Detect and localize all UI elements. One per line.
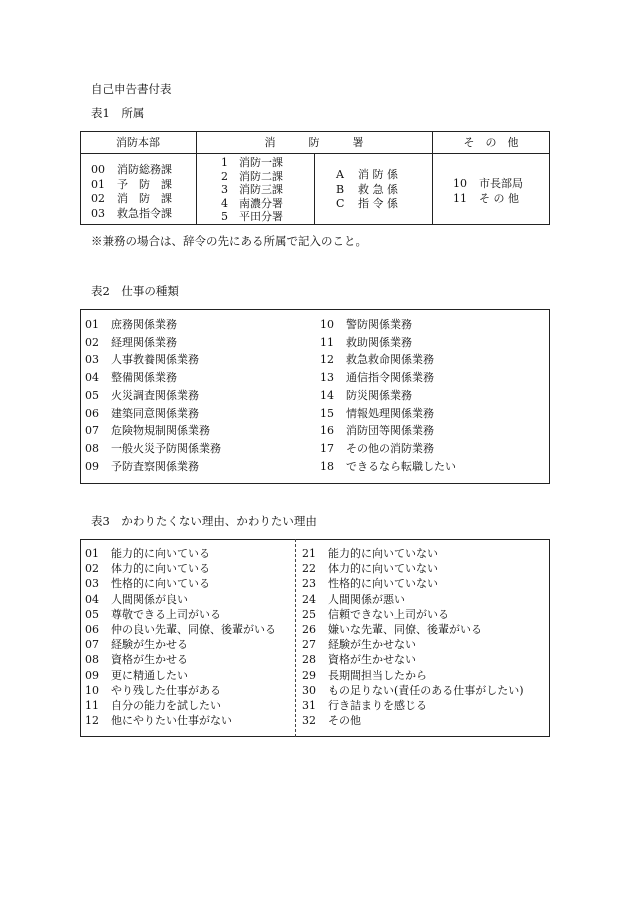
reason-item-label: 人間関係が良い <box>111 592 188 606</box>
shobosho-item-label: 消防三課 <box>239 183 283 196</box>
reason-item <box>85 700 221 711</box>
job-type-item-number: 02 <box>85 335 99 349</box>
reason-item-number: 06 <box>85 623 99 636</box>
job-type-item-number: 12 <box>320 353 334 367</box>
job-type-item-label: 火災調査関係業務 <box>111 388 199 402</box>
honbu-item <box>91 193 172 204</box>
honbu-item-label: 予 防 課 <box>117 177 172 191</box>
shobosho-item-label: 消防二課 <box>239 169 283 183</box>
table2-title: 表2 仕事の種類 <box>91 284 179 298</box>
reason-item <box>85 594 188 605</box>
reason-item-label: 長期間担当したから <box>328 668 427 682</box>
reason-item <box>85 563 210 574</box>
reason-item <box>85 654 188 665</box>
reason-item <box>302 715 361 726</box>
reason-item-number: 30 <box>302 683 316 697</box>
reason-item-number: 22 <box>302 562 316 576</box>
job-type-item-number: 09 <box>85 459 99 473</box>
shobosho-item-number: 2 <box>221 169 228 183</box>
reason-item-number: 31 <box>302 699 316 712</box>
job-type-item-label: その他の消防業務 <box>346 441 434 455</box>
kakari-item-label: 救 急 係 <box>358 182 398 196</box>
job-type-item-number: 04 <box>85 371 99 385</box>
table1-header-shobosho: 消 防 署 <box>264 136 364 149</box>
job-type-item-label: 警防関係業務 <box>346 318 412 331</box>
reason-item-label: 性格的に向いている <box>111 577 210 591</box>
job-type-item <box>85 319 177 330</box>
reason-item <box>302 563 438 574</box>
job-type-item-number: 08 <box>85 441 99 455</box>
reason-item <box>85 670 188 681</box>
job-type-item <box>320 461 456 472</box>
reason-item <box>302 578 438 589</box>
reason-item-label: 更に精通したい <box>111 668 188 682</box>
reason-item <box>302 700 427 711</box>
shobosho-item <box>221 171 283 182</box>
job-type-item-number: 01 <box>85 318 99 331</box>
job-type-item-label: 経理関係業務 <box>111 335 177 349</box>
job-type-item-label: 庶務関係業務 <box>111 318 177 331</box>
job-type-item-label: 情報処理関係業務 <box>346 406 434 420</box>
job-type-item-number: 14 <box>320 388 334 402</box>
job-type-item <box>85 425 210 436</box>
honbu-item-label: 救急指令課 <box>117 206 172 220</box>
reason-item-number: 04 <box>85 592 99 606</box>
honbu-item-number: 03 <box>91 206 105 220</box>
job-type-item-label: 救助関係業務 <box>346 335 412 349</box>
reason-item-number: 23 <box>302 577 316 591</box>
kakari-item-label: 消 防 係 <box>358 168 398 181</box>
reason-item-label: 尊敬できる上司がいる <box>111 607 221 621</box>
job-type-item <box>85 372 177 383</box>
honbu-item-number: 00 <box>91 163 105 176</box>
reason-item-label: 他にやりたい仕事がない <box>111 714 232 728</box>
table1-note: ※兼務の場合は、辞令の先にある所属で記入のこと。 <box>91 234 367 248</box>
reason-item <box>85 578 210 589</box>
job-type-item-label: 防災関係業務 <box>346 388 412 402</box>
reason-item-label: 体力的に向いている <box>111 562 210 576</box>
reason-item-number: 24 <box>302 592 316 606</box>
reason-item-number: 11 <box>85 699 99 712</box>
kakari-item <box>336 198 398 209</box>
honbu-item <box>91 208 172 219</box>
job-type-item <box>320 425 434 436</box>
table3-title: 表3 かわりたくない理由、かわりたい理由 <box>91 514 317 528</box>
job-type-item-number: 13 <box>320 371 334 385</box>
job-type-item-label: 人事教養関係業務 <box>111 353 199 367</box>
job-type-item-number: 15 <box>320 406 334 420</box>
job-type-item-number: 17 <box>320 441 334 455</box>
job-type-item-label: 整備関係業務 <box>111 371 177 385</box>
reason-item-number: 12 <box>85 714 99 728</box>
reason-item <box>302 670 427 681</box>
reason-item-label: 能力的に向いていない <box>328 547 438 560</box>
reason-item <box>85 685 221 696</box>
reason-item <box>85 548 210 559</box>
reason-item-number: 01 <box>85 547 99 560</box>
reason-item-label: 信頼できない上司がいる <box>328 607 449 621</box>
shobosho-item <box>221 198 283 209</box>
reason-item <box>302 548 438 559</box>
job-type-item <box>85 337 177 348</box>
reason-item <box>302 594 405 605</box>
reason-item-label: 性格的に向いていない <box>328 577 438 591</box>
reason-item-label: もの足りない(責任のある仕事がしたい) <box>328 683 524 697</box>
shobosho-item-number: 1 <box>221 156 228 169</box>
shobosho-item-number: 4 <box>221 196 228 210</box>
reason-item <box>302 685 524 696</box>
reason-item-number: 10 <box>85 683 99 697</box>
job-type-item-label: 一般火災予防関係業務 <box>111 441 221 455</box>
kakari-item-label: 指 令 係 <box>358 197 398 210</box>
reason-item-label: 自分の能力を試したい <box>111 699 221 712</box>
job-type-item <box>85 461 199 472</box>
honbu-item-label: 消 防 課 <box>117 192 172 205</box>
reason-item-number: 07 <box>85 638 99 652</box>
job-type-item <box>85 354 199 365</box>
reason-item-label: 行き詰まりを感じる <box>328 699 427 712</box>
other-item <box>453 178 523 189</box>
reason-item-label: 仲の良い先輩、同僚、後輩がいる <box>111 623 276 636</box>
reason-item <box>85 715 232 726</box>
reason-item-label: 能力的に向いている <box>111 547 210 560</box>
job-type-item-number: 16 <box>320 424 334 438</box>
job-type-item-label: 通信指令関係業務 <box>346 371 434 385</box>
reason-item-number: 03 <box>85 577 99 591</box>
job-type-item <box>320 408 434 419</box>
kakari-item-number: A <box>336 168 344 181</box>
table1-title: 表1 所属 <box>91 106 145 120</box>
reason-item-number: 26 <box>302 623 316 636</box>
kakari-item <box>336 169 398 180</box>
job-type-item <box>85 390 199 401</box>
reason-item-number: 29 <box>302 668 316 682</box>
reason-item <box>302 609 449 620</box>
job-type-item <box>320 319 412 330</box>
reason-item <box>302 624 482 635</box>
table1-header-other: そ の 他 <box>463 136 519 149</box>
honbu-item <box>91 179 172 190</box>
reason-item-label: 嫌いな先輩、同僚、後輩がいる <box>328 623 482 636</box>
reason-item <box>302 639 416 650</box>
job-type-item <box>320 354 434 365</box>
kakari-item <box>336 184 398 195</box>
job-type-item-label: 消防団等関係業務 <box>346 424 434 438</box>
reason-item <box>85 609 221 620</box>
document-title: 自己申告書付表 <box>91 82 172 96</box>
other-item-label: そ の 他 <box>479 191 519 205</box>
other-item-label: 市長部局 <box>479 177 523 190</box>
reason-item <box>85 639 188 650</box>
reason-item-number: 09 <box>85 668 99 682</box>
reason-item-number: 25 <box>302 607 316 621</box>
kakari-item-number: B <box>336 182 345 196</box>
job-type-item-number: 10 <box>320 318 334 331</box>
reason-item-number: 21 <box>302 547 316 560</box>
reason-item-label: 体力的に向いていない <box>328 562 438 576</box>
reason-item-number: 05 <box>85 607 99 621</box>
reason-item-label: その他 <box>328 714 361 728</box>
honbu-item <box>91 164 172 175</box>
shobosho-item-label: 南濃分署 <box>239 196 283 210</box>
shobosho-item <box>221 211 283 222</box>
job-type-item <box>320 443 434 454</box>
reason-item-number: 08 <box>85 653 99 667</box>
reason-item-label: 人間関係が悪い <box>328 592 405 606</box>
reason-item-number: 32 <box>302 714 316 728</box>
shobosho-item-number: 3 <box>221 183 228 196</box>
job-type-item-number: 06 <box>85 406 99 420</box>
shobosho-item-label: 平田分署 <box>239 210 283 223</box>
job-type-item-number: 05 <box>85 388 99 402</box>
reason-item <box>302 654 416 665</box>
reason-item-label: 資格が生かせる <box>111 653 188 667</box>
reason-item-label: やり残した仕事がある <box>111 683 221 697</box>
reason-item-number: 02 <box>85 562 99 576</box>
shobosho-item-label: 消防一課 <box>239 156 283 169</box>
kakari-item-number: C <box>336 197 345 210</box>
shobosho-item-number: 5 <box>221 210 228 223</box>
other-item-number: 11 <box>453 191 467 205</box>
shobosho-item <box>221 184 283 195</box>
reason-item-number: 28 <box>302 653 316 667</box>
job-type-item <box>320 337 412 348</box>
shobosho-item <box>221 157 283 168</box>
job-type-item-number: 07 <box>85 424 99 438</box>
job-type-item <box>320 390 412 401</box>
honbu-item-number: 01 <box>91 177 105 191</box>
job-type-item-label: 危険物規制関係業務 <box>111 424 210 438</box>
table1-header-honbu: 消防本部 <box>116 136 160 149</box>
job-type-item <box>85 408 199 419</box>
reason-item-label: 経験が生かせない <box>328 638 416 652</box>
job-type-item-number: 11 <box>320 335 334 349</box>
job-type-item-label: 救急救命関係業務 <box>346 353 434 367</box>
job-type-item <box>320 372 434 383</box>
reason-item-number: 27 <box>302 638 316 652</box>
reason-item-label: 資格が生かせない <box>328 653 416 667</box>
honbu-item-label: 消防総務課 <box>117 163 172 176</box>
other-item-number: 10 <box>453 177 467 190</box>
reason-item-label: 経験が生かせる <box>111 638 188 652</box>
job-type-item <box>85 443 221 454</box>
job-type-item-label: 建築同意関係業務 <box>111 406 199 420</box>
job-type-item-number: 03 <box>85 353 99 367</box>
job-type-item-label: できるなら転職したい <box>346 459 456 473</box>
honbu-item-number: 02 <box>91 192 105 205</box>
job-type-item-label: 予防査察関係業務 <box>111 459 199 473</box>
job-type-item-number: 18 <box>320 459 334 473</box>
other-item <box>453 193 519 204</box>
reason-item <box>85 624 276 635</box>
